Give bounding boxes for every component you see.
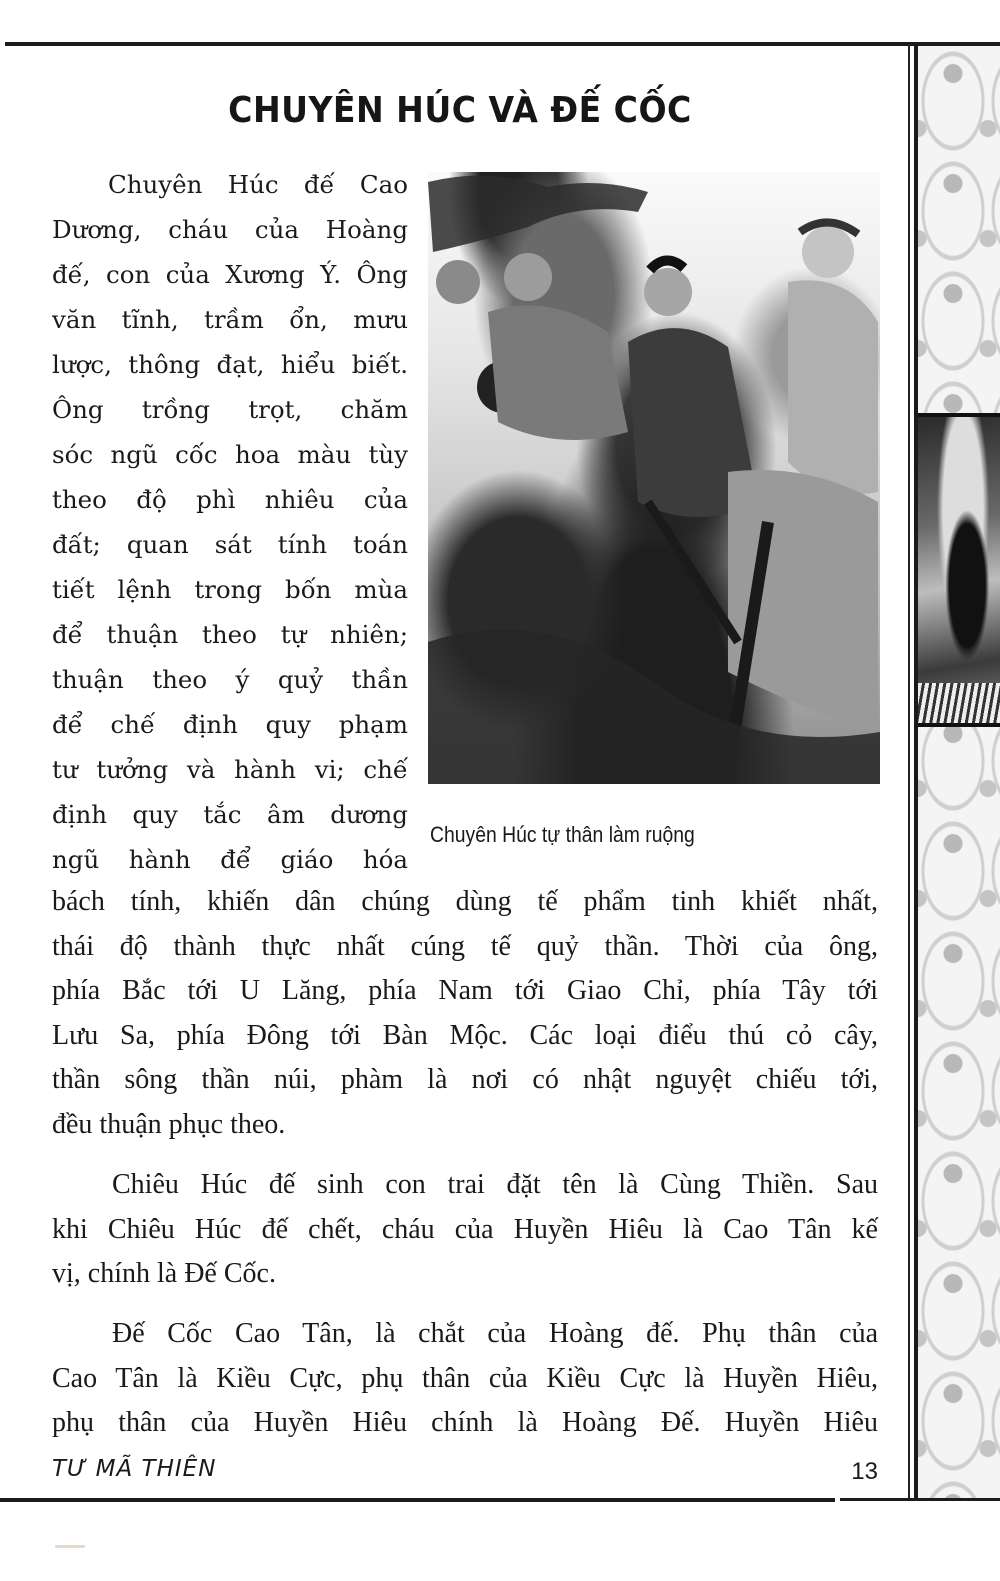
floral-border-ornament bbox=[918, 46, 1000, 1498]
text-line: bách tính, khiến dân chúng dùng tế phẩm tinh khiết nhất, bbox=[52, 886, 878, 917]
text-line: đế, con của Xương Ý. Ông bbox=[52, 260, 408, 289]
text-line: thái độ thành thực nhất cúng tế quỷ thần. Thời của ông, bbox=[52, 930, 878, 962]
text-line: sóc ngũ cốc hoa màu tùy bbox=[52, 440, 408, 469]
paper-smudge bbox=[55, 1545, 85, 1548]
text-line: định quy tắc âm dương bbox=[52, 800, 408, 829]
figure-caption: Chuyên Húc tự thân làm ruộng bbox=[430, 822, 695, 847]
bottom-rule-right bbox=[840, 1498, 1000, 1501]
text-line: Đế Cốc Cao Tân, là chắt của Hoàng đế. Phụ thân của bbox=[112, 1318, 878, 1349]
text-line: phụ thân của Huyền Hiêu chính là Hoàng Đế. Huyền Hiêu bbox=[52, 1407, 878, 1438]
text-line: tiết lệnh trong bốn mùa bbox=[52, 575, 408, 604]
page-number: 13 bbox=[851, 1458, 878, 1485]
emperor-portrait-image bbox=[918, 413, 1000, 727]
text-line: ngũ hành để giáo hóa bbox=[52, 845, 408, 874]
text-line: Chuyên Húc đế Cao bbox=[108, 170, 408, 199]
chapter-title: CHUYÊN HÚC VÀ ĐẾ CỐC bbox=[228, 90, 692, 131]
text-line: Lưu Sa, phía Đông tới Bàn Mộc. Các loại điểu thú cỏ cây, bbox=[52, 1019, 878, 1051]
paragraph-2 bbox=[52, 1163, 878, 1297]
paragraph-1-continued bbox=[52, 880, 878, 1147]
text-line: theo độ phì nhiêu của bbox=[52, 485, 408, 514]
text-line: lược, thông đạt, hiểu biết. bbox=[52, 350, 408, 379]
frame-line-inner bbox=[908, 44, 910, 1501]
bottom-rule bbox=[0, 1498, 835, 1502]
text-line: đều thuận phục theo. bbox=[52, 1108, 286, 1140]
top-rule bbox=[5, 42, 1000, 46]
text-line: Cao Tân là Kiều Cực, phụ thân của Kiều Cực là Huyền Hiêu, bbox=[52, 1362, 878, 1394]
text-line: thần sông thần núi, phàm là nơi có nhật nguyệt chiếu tới, bbox=[52, 1064, 878, 1095]
figure-illustration bbox=[428, 172, 880, 784]
portrait-collar bbox=[918, 683, 1000, 723]
text-line: thuận theo ý quỷ thần bbox=[52, 665, 408, 694]
illustration-figures bbox=[428, 172, 880, 784]
text-line: vị, chính là Đế Cốc. bbox=[52, 1258, 276, 1289]
text-line: tư tưởng và hành vi; chế bbox=[52, 755, 408, 784]
paragraph-3 bbox=[52, 1312, 878, 1446]
text-line: Chiêu Húc đế sinh con trai đặt tên là Cùng Thiền. Sau bbox=[112, 1169, 878, 1200]
wrapped-paragraph bbox=[52, 162, 408, 882]
text-line: khi Chiêu Húc đế chết, cháu của Huyền Hiêu là Cao Tân kế bbox=[52, 1213, 878, 1245]
text-line: Ông trồng trọt, chăm bbox=[52, 395, 408, 424]
text-line: Dương, cháu của Hoàng bbox=[52, 215, 408, 244]
text-line: để chế định quy phạm bbox=[52, 710, 408, 739]
text-line: văn tĩnh, trầm ổn, mưu bbox=[52, 305, 408, 334]
running-title: TƯ MÃ THIÊN bbox=[52, 1456, 217, 1482]
text-line: để thuận theo tự nhiên; bbox=[52, 620, 408, 649]
text-line: phía Bắc tới U Lăng, phía Nam tới Giao Chỉ, phía Tây tới bbox=[52, 975, 878, 1006]
text-line: đất; quan sát tính toán bbox=[52, 530, 408, 559]
